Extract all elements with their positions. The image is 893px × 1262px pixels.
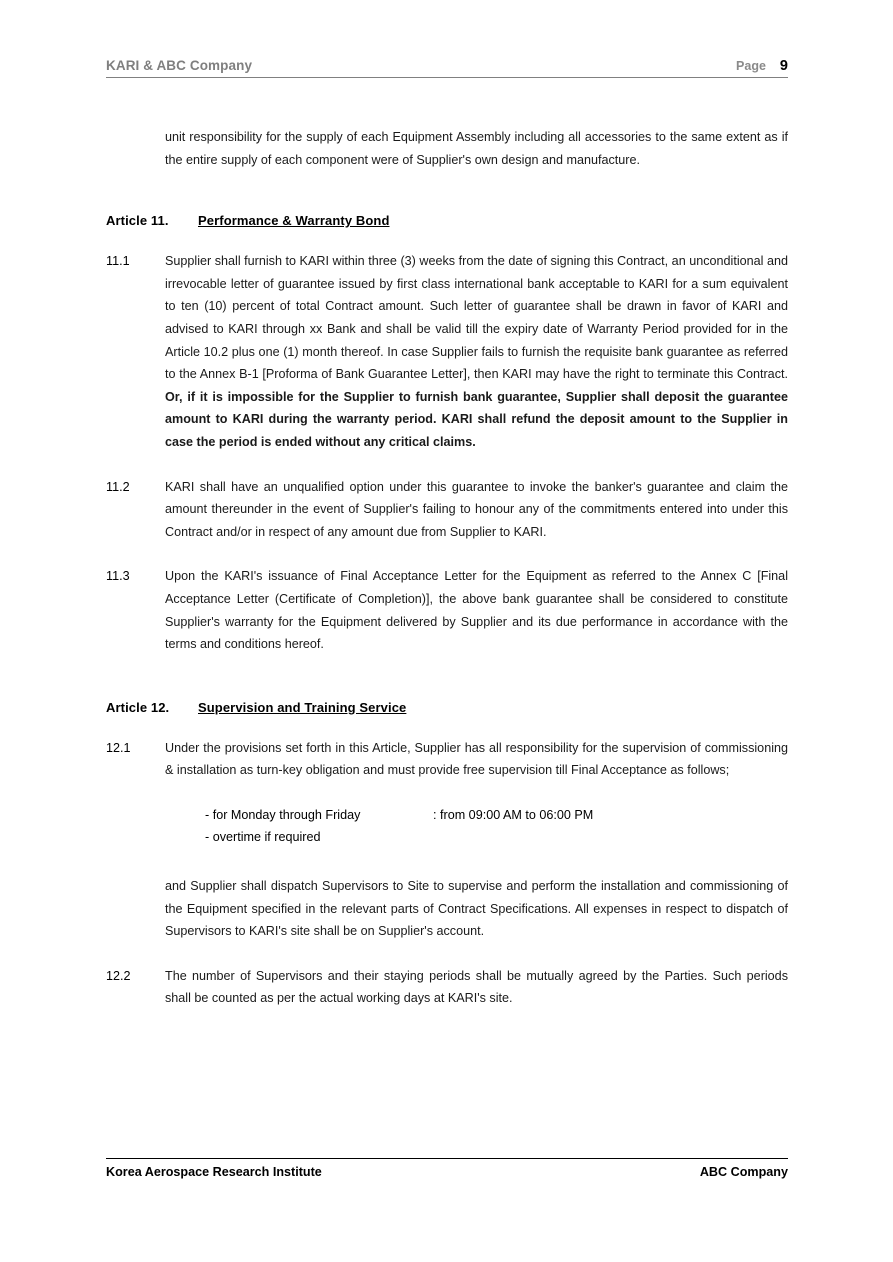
article-number-11: Article 11.	[106, 213, 169, 229]
clause-text	[165, 737, 788, 782]
document-footer	[106, 1158, 788, 1179]
clause-11-3	[106, 565, 788, 655]
clause-12-2	[106, 965, 788, 1010]
article-heading-12	[106, 700, 788, 715]
article-heading-11	[106, 213, 788, 228]
schedule-label: - overtime if required	[205, 830, 321, 845]
clause-number: 11.1	[106, 254, 130, 269]
schedule-label: - for Monday through Friday	[205, 807, 361, 822]
article-title-11: Performance & Warranty Bond	[198, 213, 390, 229]
clause-12-1	[106, 737, 788, 782]
clause-text	[165, 476, 788, 544]
after-list-paragraph: and Supplier shall dispatch Supervisors to Site to supervise and perform the installation and commissioning of the Equipment specified in the relevant parts of Contract Specifications. All expenses in respect to dispatch of Supervisors to KARI's site shall be on Supplier's account.	[165, 879, 788, 939]
clause-number: 12.1	[106, 740, 131, 755]
page-content	[106, 58, 788, 1010]
clause-11-2	[106, 476, 788, 544]
intro-paragraph: unit responsibility for the supply of each Equipment Assembly including all accessories to the same extent as if the entire supply of each component were of Supplier's own design and manufacture.	[165, 130, 788, 167]
header-title: KARI & ABC Company	[106, 58, 253, 73]
clause-number: 11.3	[106, 569, 130, 584]
clause-number: 11.2	[106, 479, 130, 494]
clause-text	[165, 565, 788, 655]
clause-number: 12.2	[106, 968, 131, 983]
clause-text-normal: Under the provisions set forth in this Article, Supplier has all responsibility for the supervision of commissioning & installation as turn-key obligation and must provide free supervision till Final Acceptance as follows;	[165, 740, 788, 778]
clause-text-normal: KARI shall have an unqualified option under this guarantee to invoke the banker's guarantee and claim the amount thereunder in the event of Supplier's failing to honour any of the commitments entered into under this Contract and/or in respect of any amount due from Supplier to KARI.	[165, 479, 788, 539]
article-number-12: Article 12.	[106, 699, 170, 715]
header-page-group	[736, 58, 788, 74]
document-header	[106, 58, 788, 78]
footer-right: ABC Company	[699, 1165, 788, 1179]
clause-11-1	[106, 250, 788, 453]
clause-text	[165, 250, 788, 453]
footer-left: Korea Aerospace Research Institute	[106, 1165, 322, 1179]
clause-text-normal: The number of Supervisors and their staying periods shall be mutually agreed by the Parties. Such periods shall be counted as per the actual working days at KARI's site.	[165, 968, 788, 1006]
list-item	[205, 826, 788, 849]
clause-text-normal: Supplier shall furnish to KARI within three (3) weeks from the date of signing this Contract, an unconditional and irrevocable letter of guarantee issued by first class international bank acceptable to KARI for a sum equivalent to ten (10) percent of total Contract amount. Such letter of guarantee shall be drawn in favor of KARI and advised to KARI through xx Bank and shall be valid till the expiry date of Warranty Period provided for in the Article 10.2 plus one (1) month thereof. In case Supplier fails to furnish the requisite bank guarantee as referred to the Annex B-1 [Proforma of Bank Guarantee Letter], then KARI may have the right to terminate this Contract.	[165, 254, 788, 382]
header-page-label: Page	[736, 59, 766, 73]
schedule-value: : from 09:00 AM to 06:00 PM	[433, 807, 594, 822]
clause-text-normal: Upon the KARI's issuance of Final Acceptance Letter for the Equipment as referred to the Annex C [Final Acceptance Letter (Certificate of Completion)], the above bank guarantee shall be considered to constitute Supplier's warranty for the Equipment delivered by Supplier and its due performance in accordance with the terms and conditions hereof.	[165, 569, 788, 652]
article-title-12: Supervision and Training Service	[198, 699, 407, 715]
clause-text	[165, 965, 788, 1010]
clause-text-bold: Or, if it is impossible for the Supplier to furnish bank guarantee, Supplier shall deposit the guarantee amount to KARI during the warranty period. KARI shall refund the deposit amount to the Supplier in case the period is ended without any critical claims.	[165, 389, 788, 449]
header-page-number: 9	[779, 58, 788, 74]
supervision-schedule-list	[205, 804, 788, 849]
list-item	[205, 804, 788, 827]
